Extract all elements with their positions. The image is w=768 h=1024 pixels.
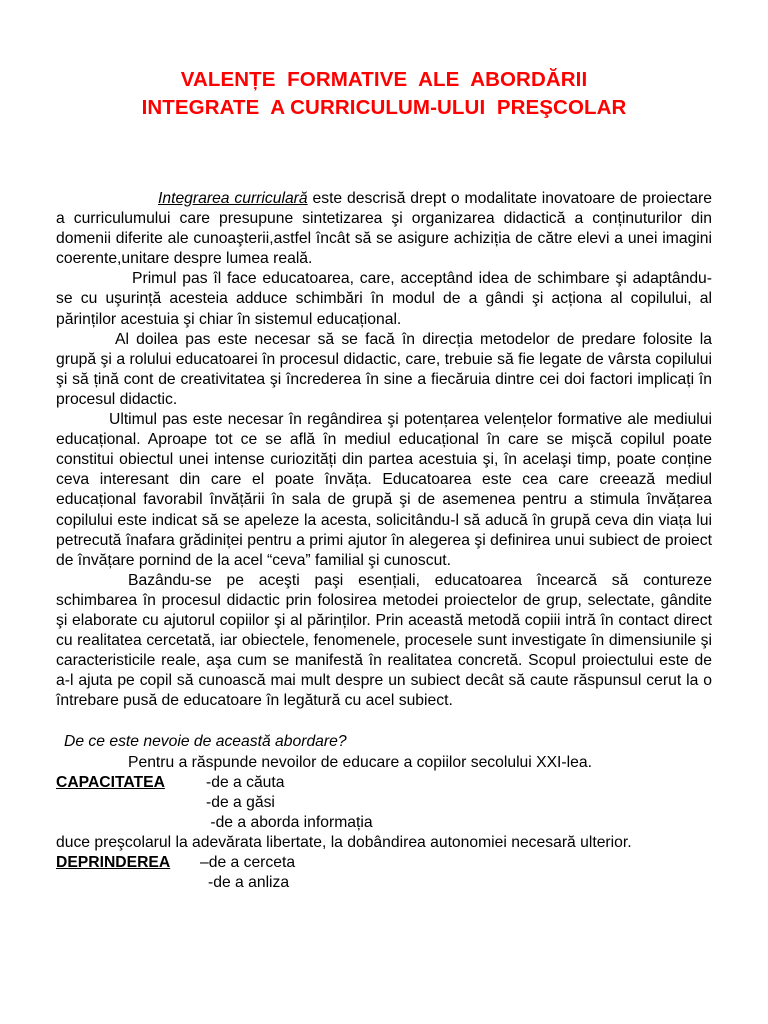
title-line-1: VALENȚE FORMATIVE ALE ABORDĂRII (180, 68, 588, 91)
document-title (0, 66, 768, 122)
conclusion-line: duce preşcolarul la adevărata libertate, la dobândirea autonomiei necesară ulterior. (56, 833, 632, 851)
capacitatea-line (56, 773, 712, 793)
paragraph-2: Primul pas îl face educatoarea, care, acceptând idea de schimbare şi adaptându-se cu uşurință acesteia adduce schimbări în modul de a gândi şi acționa al copilului, al părinților acestuia şi chiar în sistemul educațional. (56, 270, 712, 328)
capacitatea-item: -de a aborda informația (206, 813, 373, 831)
paragraph-3: Al doilea pas este necesar să se facă în direcția metodelor de predare folosite la grupă şi a rolului educatoarei în procesul didactic, care, trebuie să fie legate de vârsta copilului şi să țină cont de creativitatea şi încrederea în sine a fiecăruia dintre cei doi factori implicați în procesul didactic. (56, 330, 712, 408)
document-body (56, 189, 712, 893)
spacer (56, 711, 712, 732)
answer-line: Pentru a răspunde nevoilor de educare a copiilor secolului XXI-lea. (128, 753, 592, 771)
capacitatea-label: CAPACITATEA (56, 773, 165, 791)
title-line-2: INTEGRATE A CURRICULUM-ULUI PREŞCOLAR (141, 96, 627, 119)
paragraph-1-lead: Integrarea curriculară (158, 190, 308, 207)
deprinderea-item: –de a cerceta (200, 854, 296, 871)
paragraph-1-text: este descrisă drept o modalitate inovatoare de proiectare a curriculumului care presupune sintetizarea şi organizarea didactică a conținuturilor din domenii diferite ale cunoaşterii,astfel încât să se asigure achiziția de către elevi a unei imagini coerente,unitare despre lumea reală. (56, 190, 712, 268)
question-heading: De ce este nevoie de această abordare? (64, 733, 347, 751)
deprinderea-label: DEPRINDEREA (56, 854, 171, 871)
deprinderea-item: -de a anliza (208, 874, 290, 892)
capacitatea-item: -de a găsi (206, 793, 275, 811)
capacitatea-item: -de a căuta (206, 773, 285, 791)
paragraph-4: Ultimul pas este necesar în regândirea şi potențarea velențelor formative ale mediului educațional. Aproape tot ce se află în mediul educațional în care se mişcă copilul poate constitui obiectul unei intense curiozități din partea acestuia şi, în acelaşi timp, poate conține ceva interesant din care el poate învăța. Educatoarea este cea care creează mediul educațional favorabil învățării în sala de grupă şi de asemenea pentru a stimula învățarea copilului este indicat să se apeleze la acesta, solicitându-l să aducă în grupă ceva din viața lui petrecută înafara grădiniței pentru a primi ajutor în alegerea şi definirea unui subiect de proiect de învățare pornind de la acel “ceva” familial şi cunoscut. (56, 411, 712, 569)
deprinderea-line (56, 853, 712, 873)
paragraph-5: Bazându-se pe aceşti paşi esențiali, educatoarea încearcă să contureze schimbarea în procesul didactic prin folosirea metodei proiectelor de grup, selectate, gândite şi elaborate cu ajutorul copiilor şi al părinților. Prin această metodă copiii intră în contact direct cu realitatea cercetată, iar obiectele, fenomenele, procesele sunt investigate în dimensiunile şi caracteristicile reale, aşa cum se manifestă în realitatea concretă. Scopul proiectului este de a-l ajuta pe copil să cunoască mai mult despre un subiect decât să caute răspunsul cerut la o întrebare pusă de educatoare în legătură cu acel subiect. (56, 571, 712, 710)
paragraph-1 (56, 189, 712, 269)
